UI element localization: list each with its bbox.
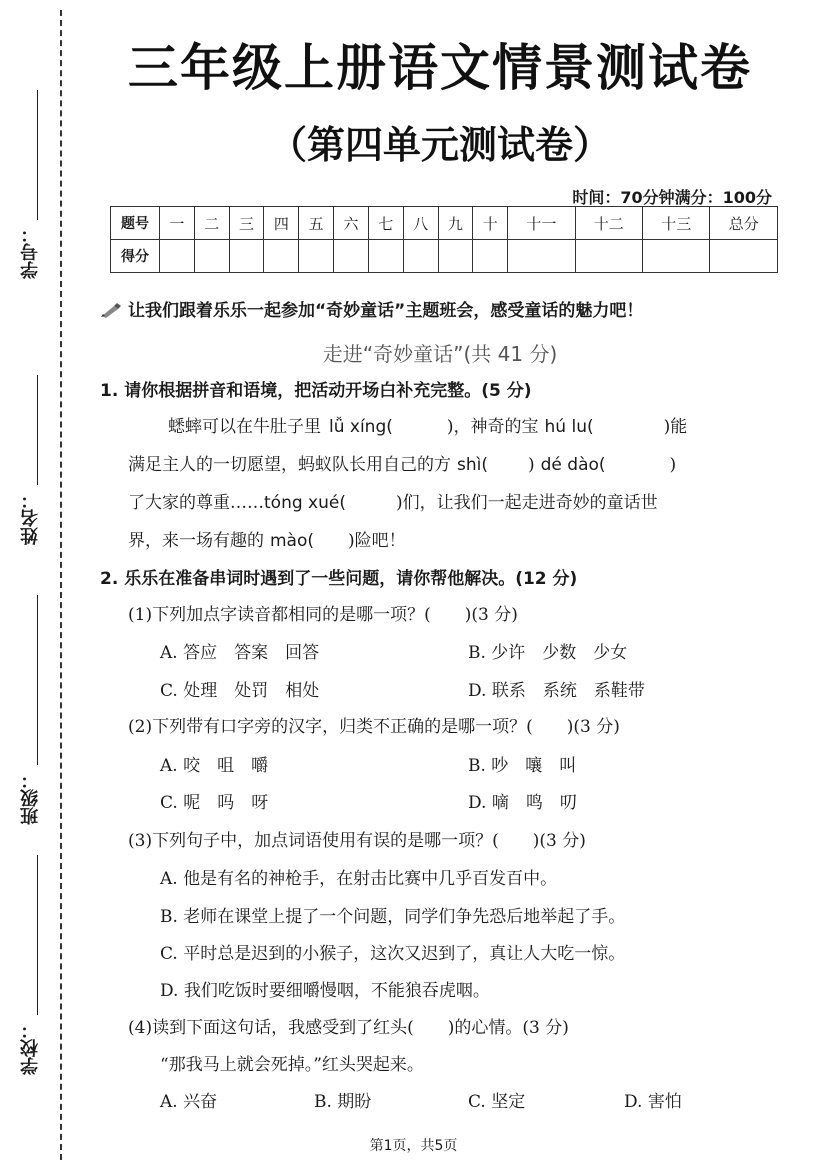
- q1-text: ): [669, 455, 677, 475]
- score-cell[interactable]: [438, 240, 473, 273]
- score-col: 十二: [575, 207, 642, 240]
- q2-sub1-option-d[interactable]: D. 联系 系统 系鞋带: [468, 681, 645, 701]
- q1-text: )，神奇的宝: [446, 417, 539, 437]
- score-cell[interactable]: [299, 240, 334, 273]
- q1-text: )能: [663, 417, 688, 437]
- intro-text: 让我们跟着乐乐一起参加“奇妙童话”主题班会，感受童话的魅力吧！: [128, 301, 644, 321]
- q1-text: 蟋蟀可以在牛肚子里: [168, 417, 321, 437]
- score-cell[interactable]: [229, 240, 264, 273]
- q2-sub3-option-a[interactable]: A. 他是有名的神枪手，在射击比赛中几乎百发百中。: [160, 869, 558, 889]
- q2-sub2-option-c[interactable]: C. 呢 吗 呀: [160, 793, 269, 813]
- q1-text: )险吧！: [348, 531, 406, 551]
- q2-sub1: (1)下列加点字读音都相同的是哪一项？( )(3 分): [128, 605, 518, 625]
- q2-sub4-option-a[interactable]: A. 兴奋: [160, 1092, 218, 1112]
- name-label: 姓名：: [20, 491, 41, 545]
- q1-line-4: [128, 530, 406, 552]
- class-label: 班级：: [20, 771, 41, 825]
- score-col: 三: [229, 207, 264, 240]
- q1-text: ): [528, 455, 535, 475]
- q1-line-1: [168, 416, 687, 438]
- score-col: 十一: [508, 207, 575, 240]
- score-col: 一: [160, 207, 195, 240]
- q1-stem: 1. 请你根据拼音和语境，把活动开场白补充完整。(5 分): [100, 381, 532, 401]
- q2-sub2: (2)下列带有口字旁的汉字，归类不正确的是哪一项？( )(3 分): [128, 717, 620, 737]
- q1-line-3: [128, 492, 658, 514]
- q2-sub2-option-d[interactable]: D. 嘀 鸣 叨: [468, 793, 577, 813]
- score-table: [110, 206, 778, 273]
- q2-sub4-option-b[interactable]: B. 期盼: [314, 1092, 372, 1112]
- score-cell[interactable]: [194, 240, 229, 273]
- q2-sub4-quote: “那我马上就会死掉。”红头哭起来。: [160, 1055, 424, 1075]
- q2-sub2-option-a[interactable]: A. 咬 咀 嚼: [160, 756, 269, 776]
- q1-pinyin: mào(: [270, 531, 315, 551]
- score-cell[interactable]: [334, 240, 369, 273]
- score-table-header-row: [111, 207, 778, 240]
- q2-sub3: (3)下列句子中，加点词语使用有误的是哪一项？( )(3 分): [128, 831, 586, 851]
- score-table-row-label: 得分: [111, 240, 160, 273]
- score-col-total: 总分: [710, 207, 778, 240]
- q2-sub4-option-c[interactable]: C. 坚定: [468, 1092, 526, 1112]
- cut-line: [60, 10, 62, 1160]
- score-col: 九: [438, 207, 473, 240]
- q2-sub3-option-c[interactable]: C. 平时总是迟到的小猴子，这次又迟到了，真让人大吃一惊。: [160, 944, 626, 964]
- student-no-field-line[interactable]: [37, 90, 38, 220]
- q1-text: 满足主人的一切愿望，蚂蚁队长用自己的方: [128, 455, 451, 475]
- class-field-line[interactable]: [37, 595, 38, 765]
- q1-pinyin: shì(: [457, 455, 488, 475]
- q2-sub4: (4)读到下面这句话，我感受到了红头( )的心情。(3 分): [128, 1018, 569, 1038]
- school-field-line[interactable]: [37, 855, 38, 1015]
- score-col: 五: [299, 207, 334, 240]
- score-cell[interactable]: [575, 240, 642, 273]
- student-no-label: 学号：: [20, 225, 41, 279]
- name-field-line[interactable]: [37, 375, 38, 485]
- school-label: 学校：: [20, 1021, 41, 1075]
- q2-sub3-option-d[interactable]: D. 我们吃饭时要细嚼慢咽，不能狼吞虎咽。: [160, 981, 490, 1001]
- pen-icon: [100, 302, 122, 318]
- score-table-score-row: [111, 240, 778, 273]
- score-cell[interactable]: [508, 240, 575, 273]
- score-cell-total[interactable]: [710, 240, 778, 273]
- score-col: 七: [368, 207, 403, 240]
- q1-line-2: [128, 454, 676, 476]
- section-title: 走进“奇妙童话”(共 41 分): [322, 342, 558, 366]
- score-table-row-label: 题号: [111, 207, 160, 240]
- q1-text: 了大家的尊重……: [128, 493, 264, 513]
- page-footer: 第1页，共5页: [369, 1138, 458, 1154]
- q1-pinyin: tóng xué(: [264, 493, 346, 513]
- q2-sub3-option-b[interactable]: B. 老师在课堂上提了一个问题，同学们争先恐后地举起了手。: [160, 907, 626, 927]
- q2-stem: 2. 乐乐在准备串词时遇到了一些问题，请你帮他解决。(12 分): [100, 569, 578, 589]
- q2-sub1-option-a[interactable]: A. 答应 答案 回答: [160, 643, 320, 663]
- score-col: 十三: [643, 207, 710, 240]
- intro-line: [100, 296, 643, 321]
- score-col: 六: [334, 207, 369, 240]
- score-col: 十: [473, 207, 508, 240]
- score-col: 八: [403, 207, 438, 240]
- q1-text: 界，来一场有趣的: [128, 531, 264, 551]
- q1-pinyin: dé dào(: [540, 455, 606, 475]
- page-title: 三年级上册语文情景测试卷: [128, 39, 752, 97]
- q1-text: )们，让我们一起走进奇妙的童话世: [395, 493, 658, 513]
- q2-sub2-option-b[interactable]: B. 吵 嚷 叫: [468, 756, 577, 776]
- score-cell[interactable]: [473, 240, 508, 273]
- page-subtitle: （第四单元测试卷）: [268, 123, 611, 167]
- score-cell[interactable]: [403, 240, 438, 273]
- score-cell[interactable]: [643, 240, 710, 273]
- q2-sub4-option-d[interactable]: D. 害怕: [624, 1092, 682, 1112]
- score-col: 四: [264, 207, 299, 240]
- score-col: 二: [194, 207, 229, 240]
- time-info: 时间：70分钟满分：100分: [572, 188, 772, 207]
- score-cell[interactable]: [160, 240, 195, 273]
- score-cell[interactable]: [264, 240, 299, 273]
- score-cell[interactable]: [368, 240, 403, 273]
- q1-pinyin: lǚ xíng(: [329, 417, 393, 437]
- q1-pinyin: hú lu(: [544, 417, 594, 437]
- q2-sub1-option-b[interactable]: B. 少许 少数 少女: [468, 643, 628, 663]
- q2-sub1-option-c[interactable]: C. 处理 处罚 相处: [160, 681, 320, 701]
